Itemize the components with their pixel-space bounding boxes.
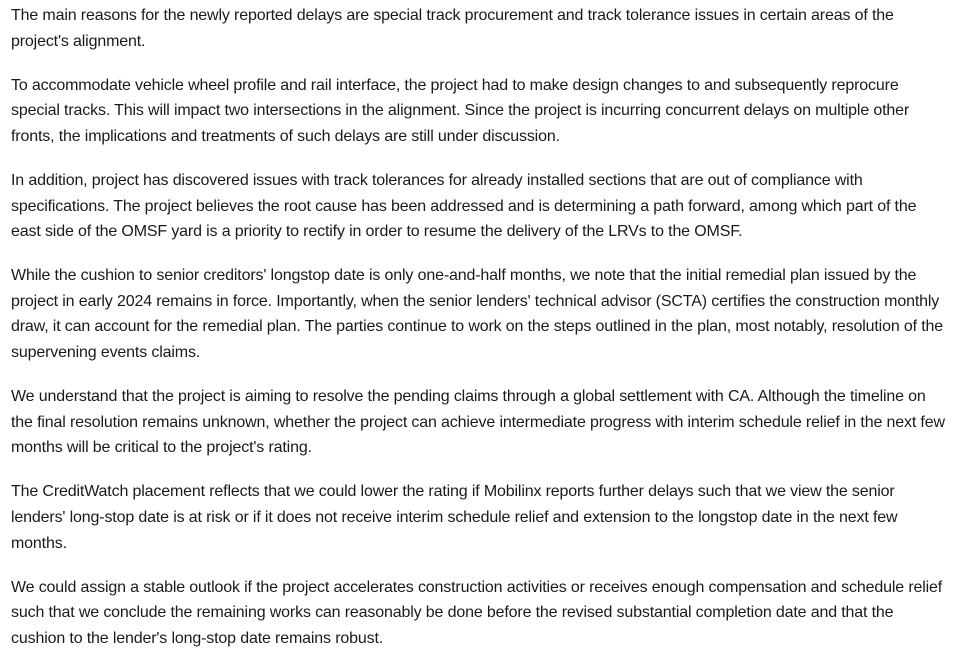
paragraph-special-tracks: To accommodate vehicle wheel profile and rail interface, the project had to make design changes to and subsequently reprocure special tracks. This will impact two intersections in the alignment. Since the project is incurring concurrent delays on multiple other fronts, the implications and treatments of such delays are still under discussion. xyxy=(11,76,910,145)
paragraph-longstop-cushion: While the cushion to senior creditors' longstop date is only one-and-half months, we note that the initial remedial plan issued by the project in early 2024 remains in force. Importantly, when the senior lenders' technical advisor (SCTA) certifies the construction monthly draw, it can account for the remedial plan. The parties continue to work on the steps outlined in the plan, most notably, resolution of the supervening events claims. xyxy=(11,267,944,362)
paragraph-creditwatch: The CreditWatch placement reflects that we could lower the rating if Mobilinx reports further delays such that we view the senior lenders' long-stop date is at risk or if it does not receive interim schedule relief and extension to the longstop date in the next few months. xyxy=(11,483,898,552)
paragraph-global-settlement: We understand that the project is aiming to resolve the pending claims through a global settlement with CA. Although the timeline on the final resolution remains unknown, whether the project can achieve intermediate progress with interim schedule relief in the next few months will be critical to the project's rating. xyxy=(11,388,945,457)
paragraph-stable-outlook: We could assign a stable outlook if the project accelerates construction activities or receives enough compensation and schedule relief such that we conclude the remaining works can reasonably be done before the revised substantial completion date and that the cushion to the lender's long-stop date remains robust. xyxy=(11,578,943,647)
paragraph-track-tolerances: In addition, project has discovered issues with track tolerances for already installed sections that are out of compliance with specifications. The project believes the root cause has been addressed and is determining a path forward, among which part of the east side of the OMSF yard is a priority to rectify in order to resume the delivery of the LRVs to the OMSF. xyxy=(11,171,917,241)
paragraph-delay-reasons: The main reasons for the newly reported delays are special track procurement and track tolerance issues in certain areas of the project's alignment. xyxy=(11,7,894,50)
